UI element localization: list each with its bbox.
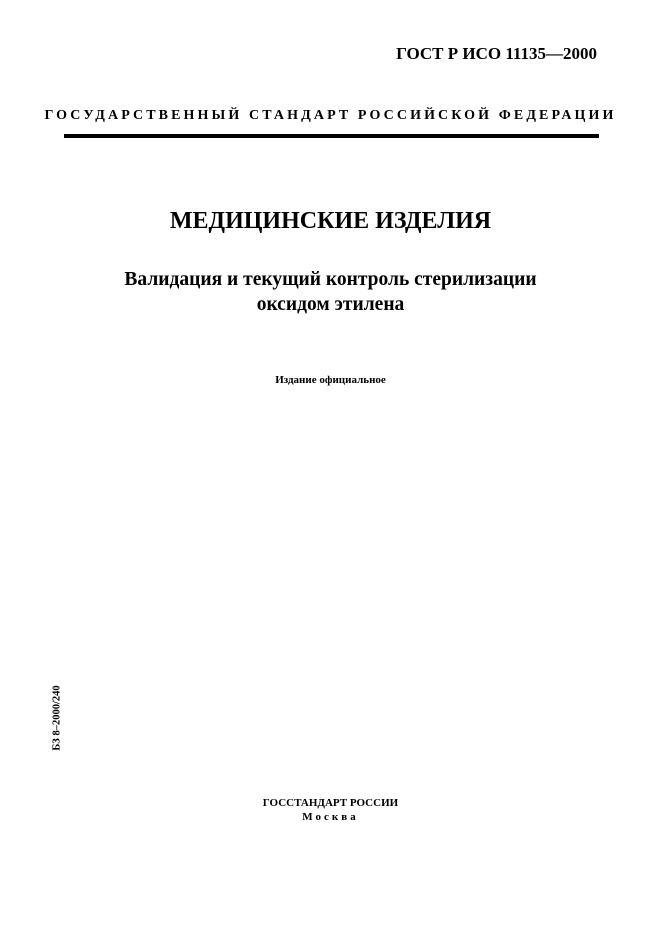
publication-city: Москва (302, 811, 359, 823)
subtitle-line-2: оксидом этилена (256, 294, 405, 315)
header-divider (64, 134, 599, 138)
subtitle-line-1: Валидация и текущий контроль стерилизации (124, 269, 537, 290)
standard-number: ГОСТ Р ИСО 11135—2000 (396, 44, 597, 63)
document-title: МЕДИЦИНСКИЕ ИЗДЕЛИЯ (169, 208, 492, 234)
edition-note: Издание официальное (275, 374, 386, 386)
publisher: ГОССТАНДАРТ РОССИИ (262, 797, 399, 809)
state-standard-heading: ГОСУДАРСТВЕННЫЙ СТАНДАРТ РОССИЙСКОЙ ФЕДЕРАЦИИ (44, 108, 617, 123)
document-subtitle (0, 267, 661, 317)
side-code: БЗ 8–2000/240 (51, 685, 63, 751)
